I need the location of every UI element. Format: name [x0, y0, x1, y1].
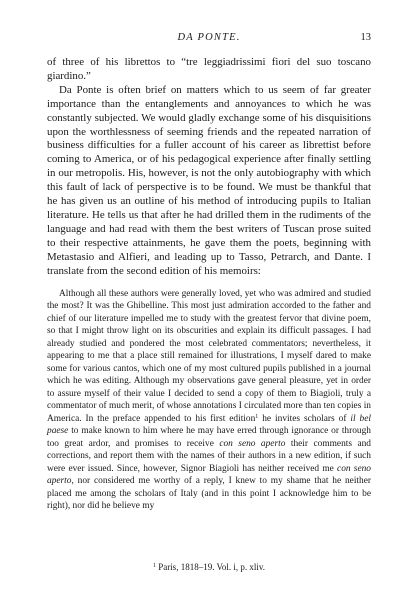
paragraph-da-ponte: Da Ponte is often brief on matters which to us seem of far greater importance than the entanglements and annoyances to which he was constantly subjected. We would gladly exchange some of his disquisitions upon the worthlessness of seeming friends and the repeated narration of business difficulties for a fuller account of his career as librettist before coming to America, or of his pedagogical experience after finally settling in our metropolis. His, however, is not the only autobiography with which this fault of lack of perspective is to be found. We must be thankful that he has given us an outline of his method of introducing pupils to Italian literature. He tells us that after he had drilled them in the rudiments of the language and had read with them the best writers of Tuscan prose suited to their respective attainments, he gave them the poets, beginning with Metastasio and Alfieri, and leading up to Tasso, Petrarch, and Dante. I translate from the second edition of his memoirs: [47, 83, 371, 277]
page-number: 13 [360, 32, 371, 43]
body-text [47, 56, 371, 513]
quote-text: their comments and corrections, and report them with the names of their authors in a new edition, if such were ever issued. Since, however, Signor Biagioli has neither received me [47, 438, 371, 474]
italic-phrase: con seno aperto [219, 438, 286, 449]
footnote-text: Paris, 1818–19. Vol. i, p. xliv. [155, 562, 266, 572]
paragraph-continuation: of three of his librettos to “tre leggiadrissimi fiori del suo toscano giardino.” [47, 56, 371, 82]
italic-phrase: il bel paese [47, 413, 371, 436]
quote-text: , nor considered me worthy of a reply, I knew to my shame that he neither placed me among the scholars of Italy (and in this point I acknowledge him to be right), nor did he believe my [47, 476, 371, 511]
running-title: DA PONTE. [177, 32, 241, 43]
footnote [47, 562, 371, 572]
footnote-mark: 1 [152, 563, 156, 569]
quote-text: Although all these authors were generally loved, yet who was admired and studied the most? It was the Ghibelline. This most just admiration accorded to the father and chief of our literature impelled me to study with the greatest fervor that divine poem, so that I might throw light on its obscurities and explain its difficult passages. I had already studied and pondered the most celebrated commentators; nevertheless, it appearing to me that a place still remained for illustrations, I myself dared to make some for various cantos, which one of my most cultured pupils published in a journal which he was editing. Although my observations gave general pleasure, yet in order to assure myself of their value I decided to send a copy of them to Biagioli, truly a commentator of much merit, of whose annotations I circulated more than ten copies in America. In the preface appended to his first edition [47, 288, 371, 424]
page-header [47, 32, 371, 46]
quote-text: he invites scholars of [258, 413, 351, 424]
block-quote [47, 288, 371, 513]
quote-text: to make known to him where he may have erred through ignorance or through too great ardor, and promises to receive [47, 426, 371, 449]
footnote-reference: 1 [255, 413, 259, 420]
italic-phrase: con seno aperto [47, 463, 371, 486]
